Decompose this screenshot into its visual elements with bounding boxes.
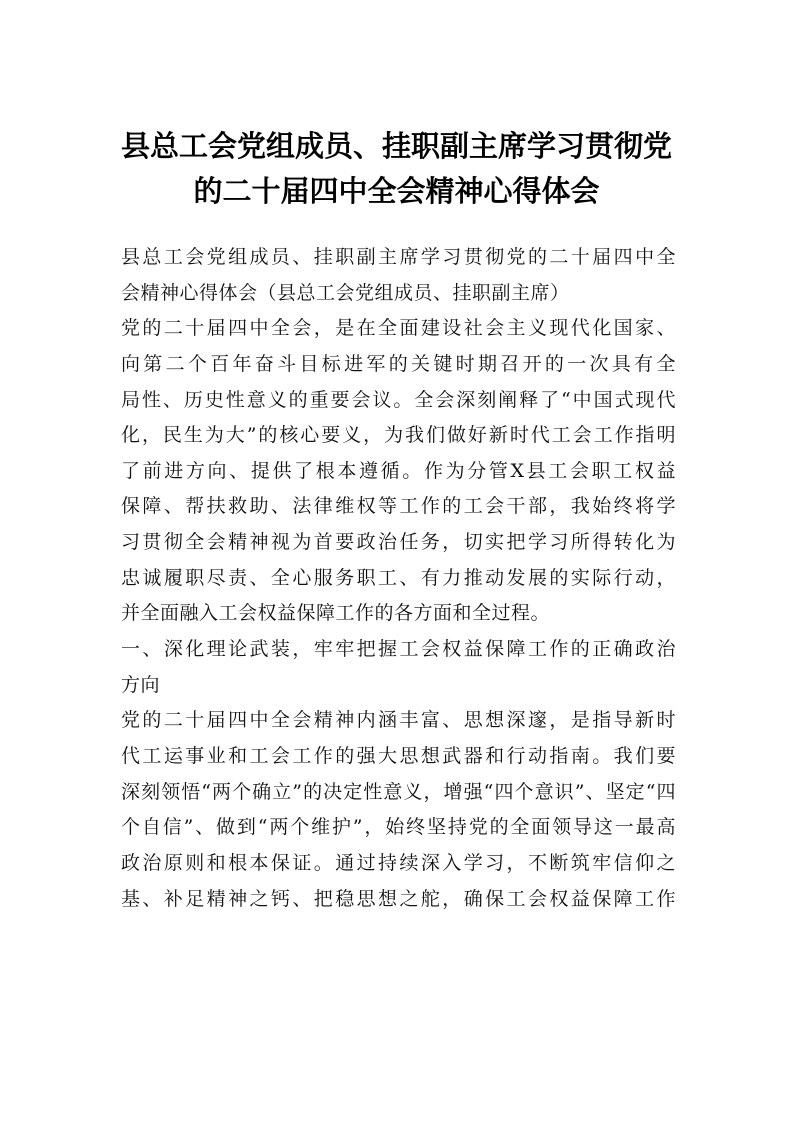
body-text-line: 会精神心得体会（县总工会党组成员、挂职副主席） <box>121 281 570 304</box>
document-body <box>121 240 676 917</box>
body-text-line: 并全面融入工会权益保障工作的各方面和全过程。 <box>121 602 551 625</box>
body-text-line: 县总工会党组成员、挂职副主席学习贯彻党的二十届四中全 <box>121 246 676 268</box>
document-title-line-1: 县总工会党组成员、挂职副主席学习贯彻党 <box>120 129 672 163</box>
body-text-line: 个自信”、做到“两个维护”，始终坚持党的全面领导这一最高 <box>121 816 676 839</box>
body-text-line: 党的二十届四中全会，是在全面建设社会主义现代化国家、 <box>121 317 676 340</box>
document-title-line-2: 的二十届四中全会精神心得体会 <box>193 174 600 208</box>
body-text-line: 化，民生为大”的核心要义，为我们做好新时代工会工作指明 <box>121 424 676 447</box>
body-text-line: 了前进方向、提供了根本遵循。作为分管X县工会职工权益 <box>121 459 676 482</box>
body-text-line: 习贯彻全会精神视为首要政治任务，切实把学习所得转化为 <box>121 531 676 554</box>
body-text-line: 基、补足精神之钙、把稳思想之舵，确保工会权益保障工作 <box>121 887 676 910</box>
body-text-line: 党的二十届四中全会精神内涵丰富、思想深邃，是指导新时 <box>121 709 676 732</box>
body-text-line: 方向 <box>121 673 161 696</box>
body-text-line: 代工运事业和工会工作的强大思想武器和行动指南。我们要 <box>121 744 676 767</box>
body-text-line: 政治原则和根本保证。通过持续深入学习，不断筑牢信仰之 <box>121 851 676 874</box>
body-text-line: 向第二个百年奋斗目标进军的关键时期召开的一次具有全 <box>121 352 676 375</box>
body-text-line: 局性、历史性意义的重要会议。全会深刻阐释了“中国式现代 <box>121 388 676 411</box>
body-text-line: 保障、帮扶救助、法律维权等工作的工会干部，我始终将学 <box>121 495 676 518</box>
body-text-line: 深刻领悟“两个确立”的决定性意义，增强“四个意识”、坚定“四 <box>121 780 676 803</box>
body-text-line: 一、深化理论武装，牢牢把握工会权益保障工作的正确政治 <box>121 638 676 661</box>
body-text-line: 忠诚履职尽责、全心服务职工、有力推动发展的实际行动， <box>121 566 676 589</box>
